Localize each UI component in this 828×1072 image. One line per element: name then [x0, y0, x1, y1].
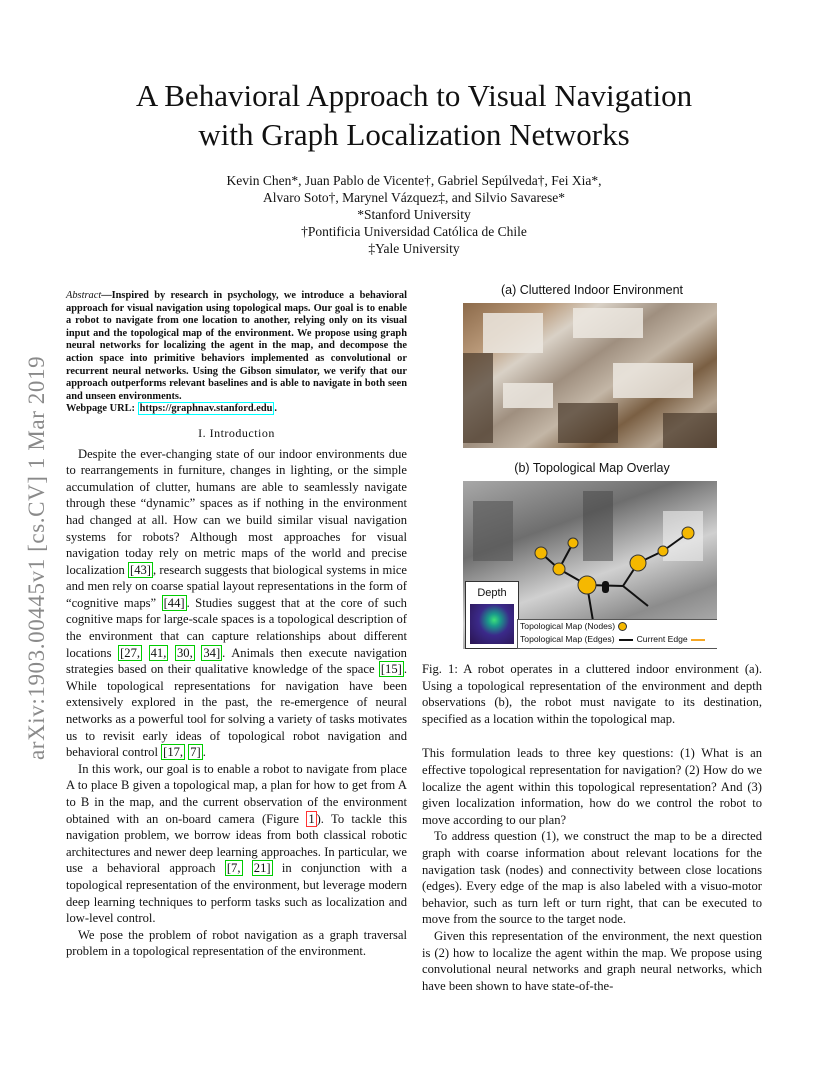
topological-map-image	[463, 481, 717, 649]
depth-label: Depth	[477, 587, 507, 599]
webpage-label: Webpage URL:	[66, 403, 138, 415]
webpage-link[interactable]: https://graphnav.stanford.edu	[139, 403, 273, 415]
citation-link[interactable]: 21]	[253, 861, 271, 876]
paper-title	[60, 76, 768, 154]
figure-reference-link[interactable]: 1	[308, 811, 315, 826]
authors-line-1: Kevin Chen*, Juan Pablo de Vicente†, Gabriel Sepúlveda†, Fei Xia*,	[226, 173, 602, 188]
map-node	[682, 527, 694, 539]
right-paragraph-3: Given this representation of the environment, the next question is (2) how to localize the agent within the map. We propose using convolutional neural networks and graph neural networks, which have been shown to have state-of-the-	[422, 928, 762, 993]
intro-paragraph-3: We pose the problem of robot navigation as a graph traversal problem in a topological representation of the environment.	[66, 927, 407, 959]
edge-line-icon	[619, 639, 633, 641]
affiliation-yale: ‡Yale University	[368, 241, 460, 256]
left-column	[66, 290, 407, 960]
arxiv-identifier: arXiv:1903.00445v1 [cs.CV] 1 Mar 2019	[24, 355, 49, 760]
wall-shape	[613, 363, 693, 398]
citation-link[interactable]: 7]	[190, 745, 201, 760]
citation-link[interactable]: [44]	[163, 595, 185, 610]
title-line-1: A Behavioral Approach to Visual Navigation	[135, 78, 693, 113]
text-run: Despite the ever-changing state of our indoor environments due to rearrangements in furniture, changes in lighting, or the simple accumulation of clutter, humans are able to seamlessly navigate through these “dynamic” spaces as if nothing in the environment had changed at all. How can we build similar visual navigation systems for robots? Although most approaches for visual navigation today rely on metric maps of the world and precise localization	[66, 446, 407, 577]
citation-link[interactable]: [15]	[380, 662, 402, 677]
text-run: ). To tackle this navigation problem, we borrow ideas from both classical robotic architectures and newer deep learning approaches. In particular, we use a behavioral approach	[66, 811, 407, 876]
map-legend	[517, 619, 717, 649]
shadow-shape	[463, 353, 493, 443]
intro-paragraph-1	[66, 446, 407, 761]
abstract-lead: Abstract	[66, 290, 102, 301]
citation-link[interactable]: [27,	[120, 645, 141, 660]
citation-link[interactable]: [17,	[163, 745, 184, 760]
webpage-period: .	[274, 403, 278, 415]
figure-caption: Fig. 1: A robot operates in a cluttered indoor environment (a). Using a topological representation of the environment and depth observations (b), the robot must navigate to its destination, specified as a location within the topological map.	[422, 662, 762, 726]
intro-paragraph-2	[66, 761, 407, 927]
citation-link[interactable]: [43]	[130, 562, 151, 577]
shadow-shape	[558, 403, 618, 443]
depth-image	[470, 604, 514, 644]
abstract-body: —Inspired by research in psychology, we introduce a behavioral approach for visual navigation using topological maps. Our goal is to enable a robot to navigate from one location to another, relying only on its visual input and the topological map of the environment. We propose using graph neural networks for localizing the agent in the map, and decompose the action space into primitive behaviors implemented as convolutional or recurrent neural networks. Using the Gibson simulator, we verify that our approach outperforms relevant baselines and is able to navigate in both seen and unseen environments.	[66, 290, 407, 402]
right-paragraph-2: To address question (1), we construct the map to be a directed graph with coarse information about relevant locations for the navigation task (nodes) and connectivity between close locations (edges). Every edge of the map is also labeled with a visuo-motor behavior, such as turn left or turn right, that can be executed to move from the source to the target node.	[422, 829, 762, 927]
legend-current-label: Current Edge	[636, 634, 688, 644]
citation-link[interactable]: [7,	[226, 861, 241, 876]
right-paragraph-1: This formulation leads to three key questions: (1) What is an effective topological representation for navigation? (2) How do we localize the agent within this topological representation? And (3) given localization information, how do we control the robot to move according to our plan?	[422, 746, 762, 827]
shadow-shape	[663, 413, 717, 448]
citation-link[interactable]: 30,	[176, 645, 193, 660]
text-run: . While topological representations for navigation have been extensively explored in the past, the re-emergence of neural networks as a powerful tool for solving a variety of tasks motivates us to revisit early ideas of topological robot navigation and behavioral control	[66, 662, 407, 760]
text-run: In this work, our goal is to enable a robot to navigate from place A to place B given a topological map, a plan for how to get from A to B in the map, and the current observation of the environment obtained with an on-board camera (Figure	[66, 761, 407, 826]
map-node	[658, 546, 668, 556]
node-marker-icon	[618, 622, 627, 631]
map-node	[553, 563, 565, 575]
title-line-2: with Graph Localization Networks	[198, 117, 630, 152]
abstract	[66, 290, 407, 403]
citation-link[interactable]: 34]	[203, 645, 221, 660]
section-heading-introduction: I. Introduction	[198, 425, 275, 440]
legend-nodes-label: Topological Map (Nodes)	[520, 621, 616, 631]
affiliation-puc: †Pontificia Universidad Católica de Chile	[301, 224, 527, 239]
legend-edges-label: Topological Map (Edges)	[520, 634, 615, 644]
right-column	[422, 282, 762, 994]
text-run: . Animals then execute navigation strategies based on their qualitative knowledge of the space	[66, 645, 407, 677]
map-node	[568, 538, 578, 548]
text-run: , research suggests that biological systems in mice and men rely on coarse spatial layout representations in the form of “cognitive maps”	[66, 562, 407, 610]
wall-shape	[573, 308, 643, 338]
map-node	[630, 555, 646, 571]
map-node	[535, 547, 547, 559]
citation-link[interactable]: 41,	[150, 645, 167, 660]
webpage-line	[66, 403, 407, 416]
robot-marker	[602, 581, 609, 593]
depth-observation-panel	[465, 581, 519, 649]
author-block	[100, 172, 728, 257]
current-edge-line-icon	[691, 639, 705, 641]
affiliation-stanford: *Stanford University	[357, 207, 471, 222]
legend-nodes-row	[518, 620, 717, 633]
text-run: .	[202, 745, 206, 760]
legend-edges-row	[518, 633, 717, 646]
figure-panel-a-caption: (a) Cluttered Indoor Environment	[500, 283, 684, 297]
map-node	[578, 576, 596, 594]
text-run: . Studies suggest that at the core of such cognitive maps for large-scale spaces is a topological description of the environment that can capture relationships about different locations	[66, 595, 407, 660]
wall-shape	[483, 313, 543, 353]
figure-panel-b-caption: (b) Topological Map Overlay	[514, 461, 670, 475]
right-body-text	[422, 745, 762, 994]
text-run: in conjunction with a topological representation of the environment, but leverage modern deep learning techniques to perform tasks such as localization and low-level control.	[66, 861, 407, 926]
authors-line-2: Alvaro Soto†, Marynel Vázquez‡, and Silvio Savarese*	[263, 190, 565, 205]
wall-shape	[503, 383, 553, 408]
indoor-environment-image	[463, 303, 717, 448]
